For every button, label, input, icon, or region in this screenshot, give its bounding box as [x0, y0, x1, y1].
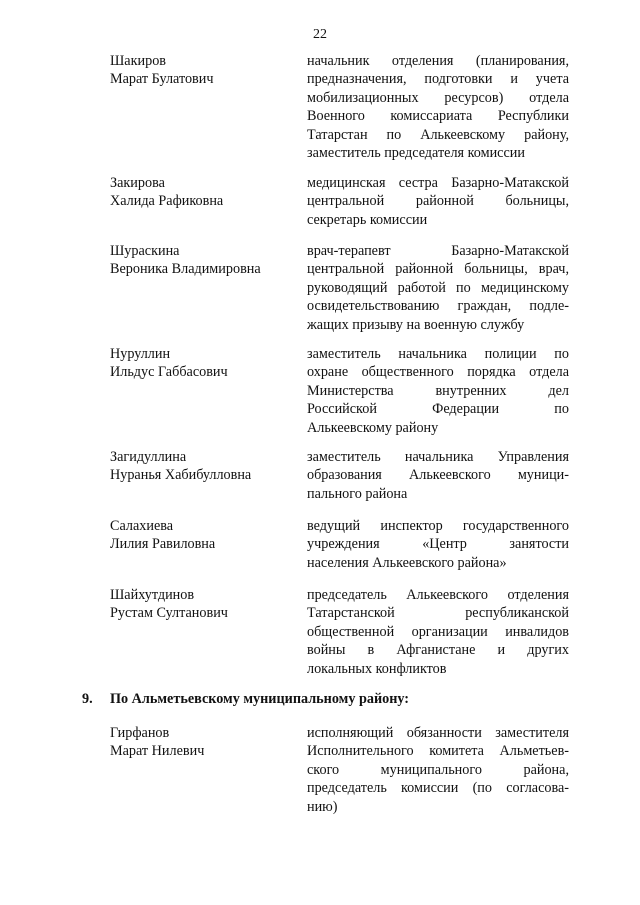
member-surname: Шайхутдинов — [110, 587, 195, 603]
role-line: населения Алькеевского района» — [307, 554, 507, 571]
role-line: освидетельствованию граждан, подле- — [307, 298, 569, 315]
role-line: Министерства внутренних дел — [307, 382, 569, 399]
role-line: Исполнительного комитета Альметьев- — [307, 743, 569, 760]
member-name — [110, 517, 300, 554]
role-line: заместитель начальника полиции по — [307, 346, 569, 362]
member-name — [110, 174, 300, 211]
member-role — [307, 242, 569, 334]
member-given-names: Халида Рафиковна — [110, 193, 224, 210]
role-line: образования Алькеевского муници- — [307, 467, 569, 484]
section-heading — [82, 690, 409, 708]
member-role — [307, 586, 569, 678]
role-line: предназначения, подготовки и учета — [307, 71, 569, 88]
role-line: Алькеевскому району — [307, 419, 439, 436]
role-line: нию) — [307, 798, 338, 815]
member-given-names: Марат Нилевич — [110, 743, 205, 760]
role-line: ского муниципального района, — [307, 761, 569, 778]
member-surname: Загидуллина — [110, 449, 187, 465]
member-role — [307, 174, 569, 229]
member-given-names: Нуранья Хабибулловна — [110, 467, 252, 484]
member-surname: Закирова — [110, 175, 165, 191]
member-name — [110, 242, 300, 279]
role-line: учреждения «Центр занятости — [307, 536, 569, 553]
role-line: исполняющий обязанности заместителя — [307, 725, 569, 741]
member-surname: Гирфанов — [110, 725, 170, 741]
member-name — [110, 724, 300, 761]
member-role — [307, 724, 569, 816]
member-given-names: Рустам Султанович — [110, 605, 228, 622]
member-name — [110, 52, 300, 89]
section-title: По Альметьевскому муниципальному району: — [110, 691, 410, 707]
role-line: медицинская сестра Базарно-Матакской — [307, 175, 569, 191]
role-line: Татарстан по Алькеевскому району, — [307, 126, 569, 143]
member-given-names: Ильдус Габбасович — [110, 364, 228, 381]
member-given-names: Лилия Равиловна — [110, 536, 216, 553]
role-line: локальных конфликтов — [307, 660, 447, 677]
role-line: заместитель председателя комиссии — [307, 145, 525, 162]
role-line: заместитель начальника Управления — [307, 449, 569, 465]
role-line: общественной организации инвалидов — [307, 623, 569, 640]
role-line: Российской Федерации по — [307, 401, 569, 418]
member-role — [307, 517, 569, 572]
member-given-names: Вероника Владимировна — [110, 261, 261, 278]
member-surname: Шураскина — [110, 243, 180, 259]
role-line: войны в Афганистане и других — [307, 642, 569, 659]
member-role — [307, 448, 569, 503]
role-line: начальник отделения (планирования, — [307, 53, 569, 69]
role-line: жащих призыву на военную службу — [307, 316, 525, 333]
member-surname: Салахиева — [110, 518, 174, 534]
role-line: центральной районной больницы, врач, — [307, 261, 569, 278]
role-line: ведущий инспектор государственного — [307, 518, 569, 534]
member-given-names: Марат Булатович — [110, 71, 214, 88]
role-line: председатель Алькеевского отделения — [307, 587, 569, 603]
role-line: мобилизационных ресурсов) отдела — [307, 89, 569, 106]
role-line: председатель комиссии (по согласова- — [307, 780, 569, 797]
member-role — [307, 345, 569, 437]
role-line: центральной районной больницы, — [307, 193, 569, 210]
member-surname: Шакиров — [110, 53, 166, 69]
member-name — [110, 345, 300, 382]
role-line: Татарстанской республиканской — [307, 605, 569, 622]
section-number: 9. — [82, 691, 93, 707]
member-role — [307, 52, 569, 162]
page-number: 22 — [313, 27, 327, 42]
role-line: охране общественного порядка отдела — [307, 364, 569, 381]
member-name — [110, 448, 300, 485]
role-line: секретарь комиссии — [307, 211, 428, 228]
role-line: Военного комиссариата Республики — [307, 108, 569, 125]
role-line: врач-терапевт Базарно-Матакской — [307, 243, 569, 259]
member-surname: Нуруллин — [110, 346, 171, 362]
role-line: пального района — [307, 485, 408, 502]
role-line: руководящий работой по медицинскому — [307, 279, 569, 296]
member-name — [110, 586, 300, 623]
